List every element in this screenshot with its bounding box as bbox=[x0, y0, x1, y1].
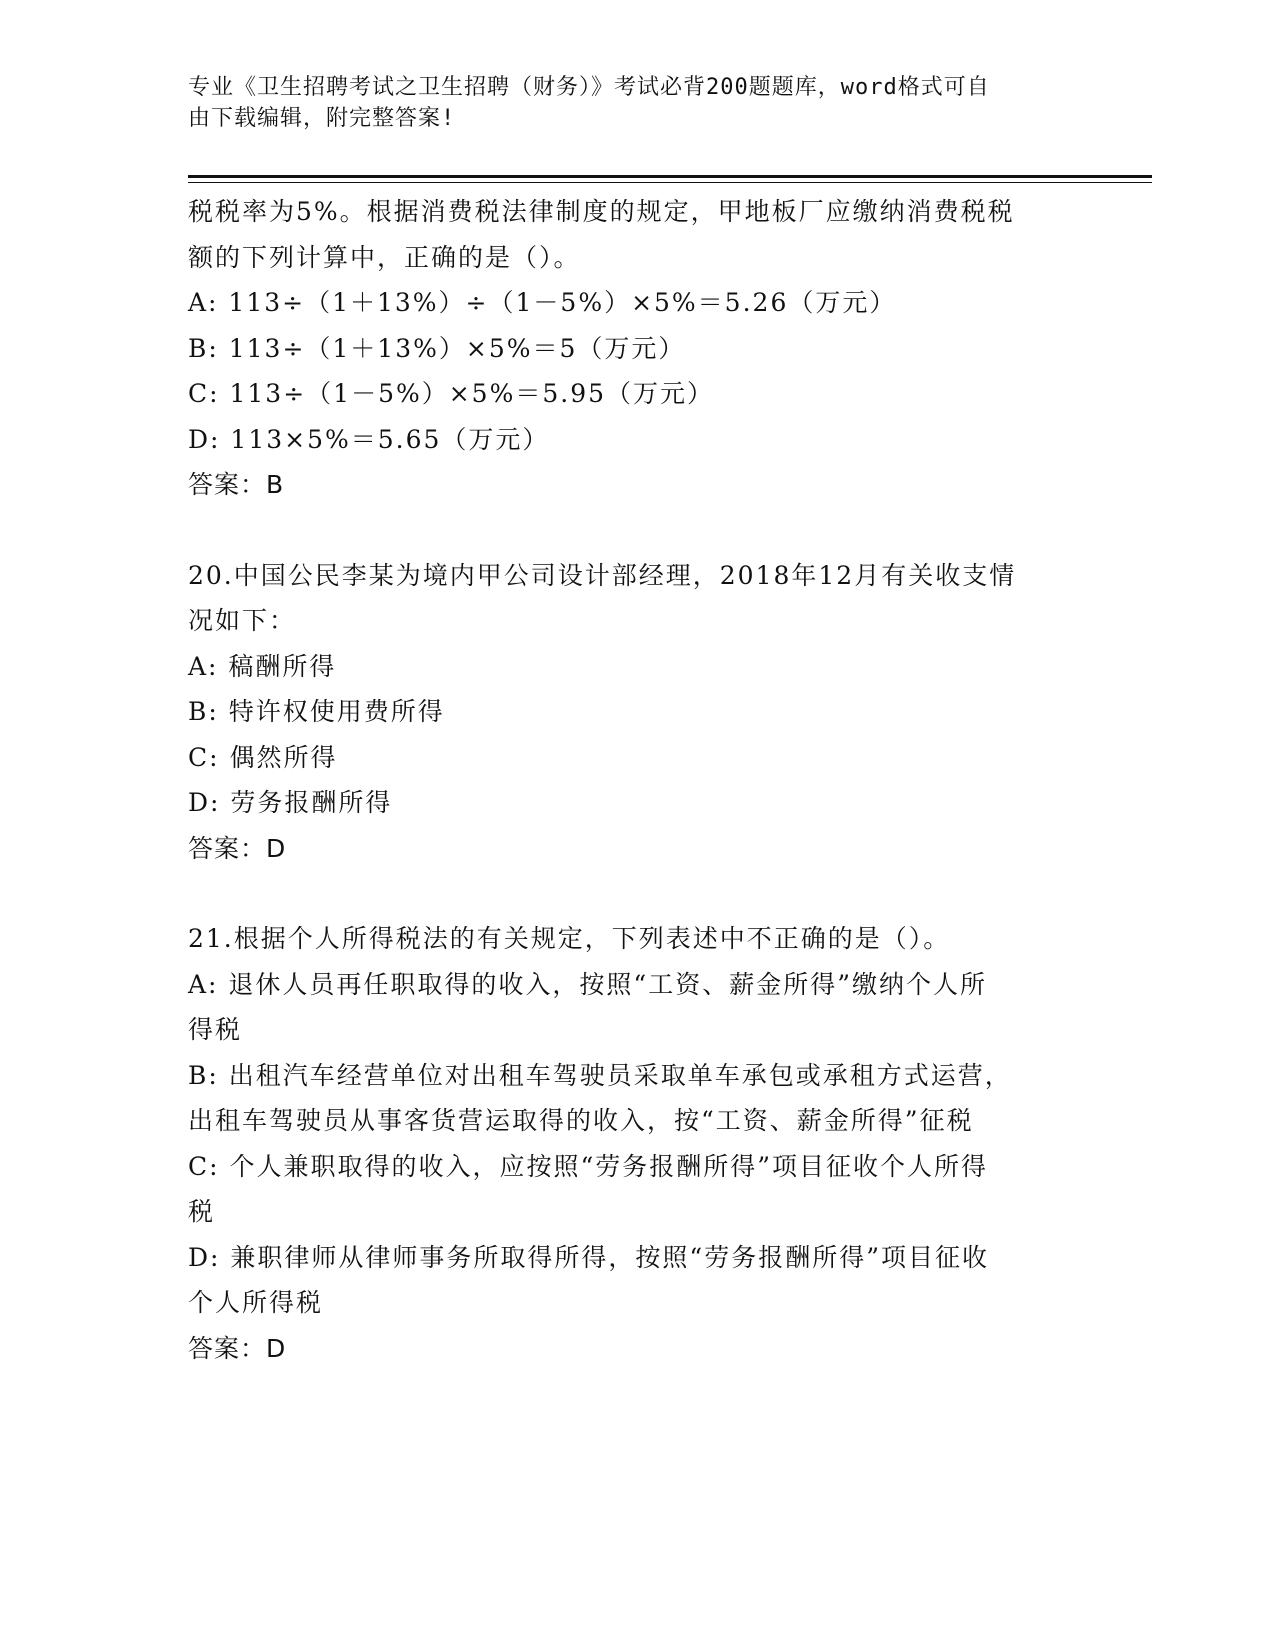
header-title-line2: 由下载编辑，附完整答案! bbox=[188, 106, 456, 131]
document-body bbox=[188, 189, 1088, 1371]
option-b: B: 113÷（1＋13%）×5%＝5（万元） bbox=[188, 333, 686, 363]
answer-label: 答案：B bbox=[188, 470, 285, 499]
question-stem-line: 税税率为5%。根据消费税法律制度的规定，甲地板厂应缴纳消费税税 bbox=[188, 197, 1015, 226]
option-d-continued: 个人所得税 bbox=[188, 1288, 324, 1317]
option-b: B: 出租汽车经营单位对出租车驾驶员采取单车承包或承租方式运营， bbox=[188, 1060, 1012, 1090]
question-stem-line: 额的下列计算中，正确的是（）。 bbox=[188, 242, 581, 272]
option-c: C: 113÷（1－5%）×5%＝5.95（万元） bbox=[188, 379, 715, 408]
option-b-continued: 出租车驾驶员从事客货营运取得的收入，按“工资、薪金所得”征税 bbox=[188, 1106, 974, 1135]
answer-label: 答案：D bbox=[188, 833, 287, 863]
option-c: C: 偶然所得 bbox=[188, 742, 338, 772]
option-d: D: 113×5%＝5.65（万元） bbox=[188, 424, 550, 454]
option-d: D: 劳务报酬所得 bbox=[188, 788, 393, 817]
header-title-line1: 专业《卫生招聘考试之卫生招聘（财务）》考试必背200题题库，word格式可自 bbox=[188, 75, 990, 100]
question-spacer bbox=[188, 508, 1088, 553]
option-c: C: 个人兼职取得的收入，应按照“劳务报酬所得”项目征收个人所得 bbox=[188, 1151, 989, 1181]
option-a: A: 稿酬所得 bbox=[188, 651, 337, 681]
option-a: A: 退休人员再任职取得的收入，按照“工资、薪金所得”缴纳个人所 bbox=[188, 969, 987, 999]
option-c-continued: 税 bbox=[188, 1197, 216, 1226]
question-20 bbox=[188, 553, 1088, 872]
question-stem-line: 20.中国公民李某为境内甲公司设计部经理，2018年12月有关收支情 bbox=[188, 560, 1017, 590]
question-19 bbox=[188, 189, 1088, 508]
question-stem-line: 况如下： bbox=[188, 606, 297, 635]
question-21 bbox=[188, 916, 1088, 1371]
option-d: D: 兼职律师从律师事务所取得所得，按照“劳务报酬所得”项目征收 bbox=[188, 1242, 989, 1272]
question-spacer bbox=[188, 871, 1088, 916]
option-a: A: 113÷（1＋13%）÷（1－5%）×5%＝5.26（万元） bbox=[188, 288, 897, 317]
option-a-continued: 得税 bbox=[188, 1015, 243, 1044]
document-header bbox=[188, 72, 1088, 134]
header-divider-thin bbox=[188, 182, 1152, 183]
option-b: B: 特许权使用费所得 bbox=[188, 697, 445, 726]
answer-label: 答案：D bbox=[188, 1333, 287, 1363]
question-stem-line: 21.根据个人所得税法的有关规定，下列表述中不正确的是（）。 bbox=[188, 924, 951, 953]
header-divider-thick bbox=[188, 175, 1152, 178]
